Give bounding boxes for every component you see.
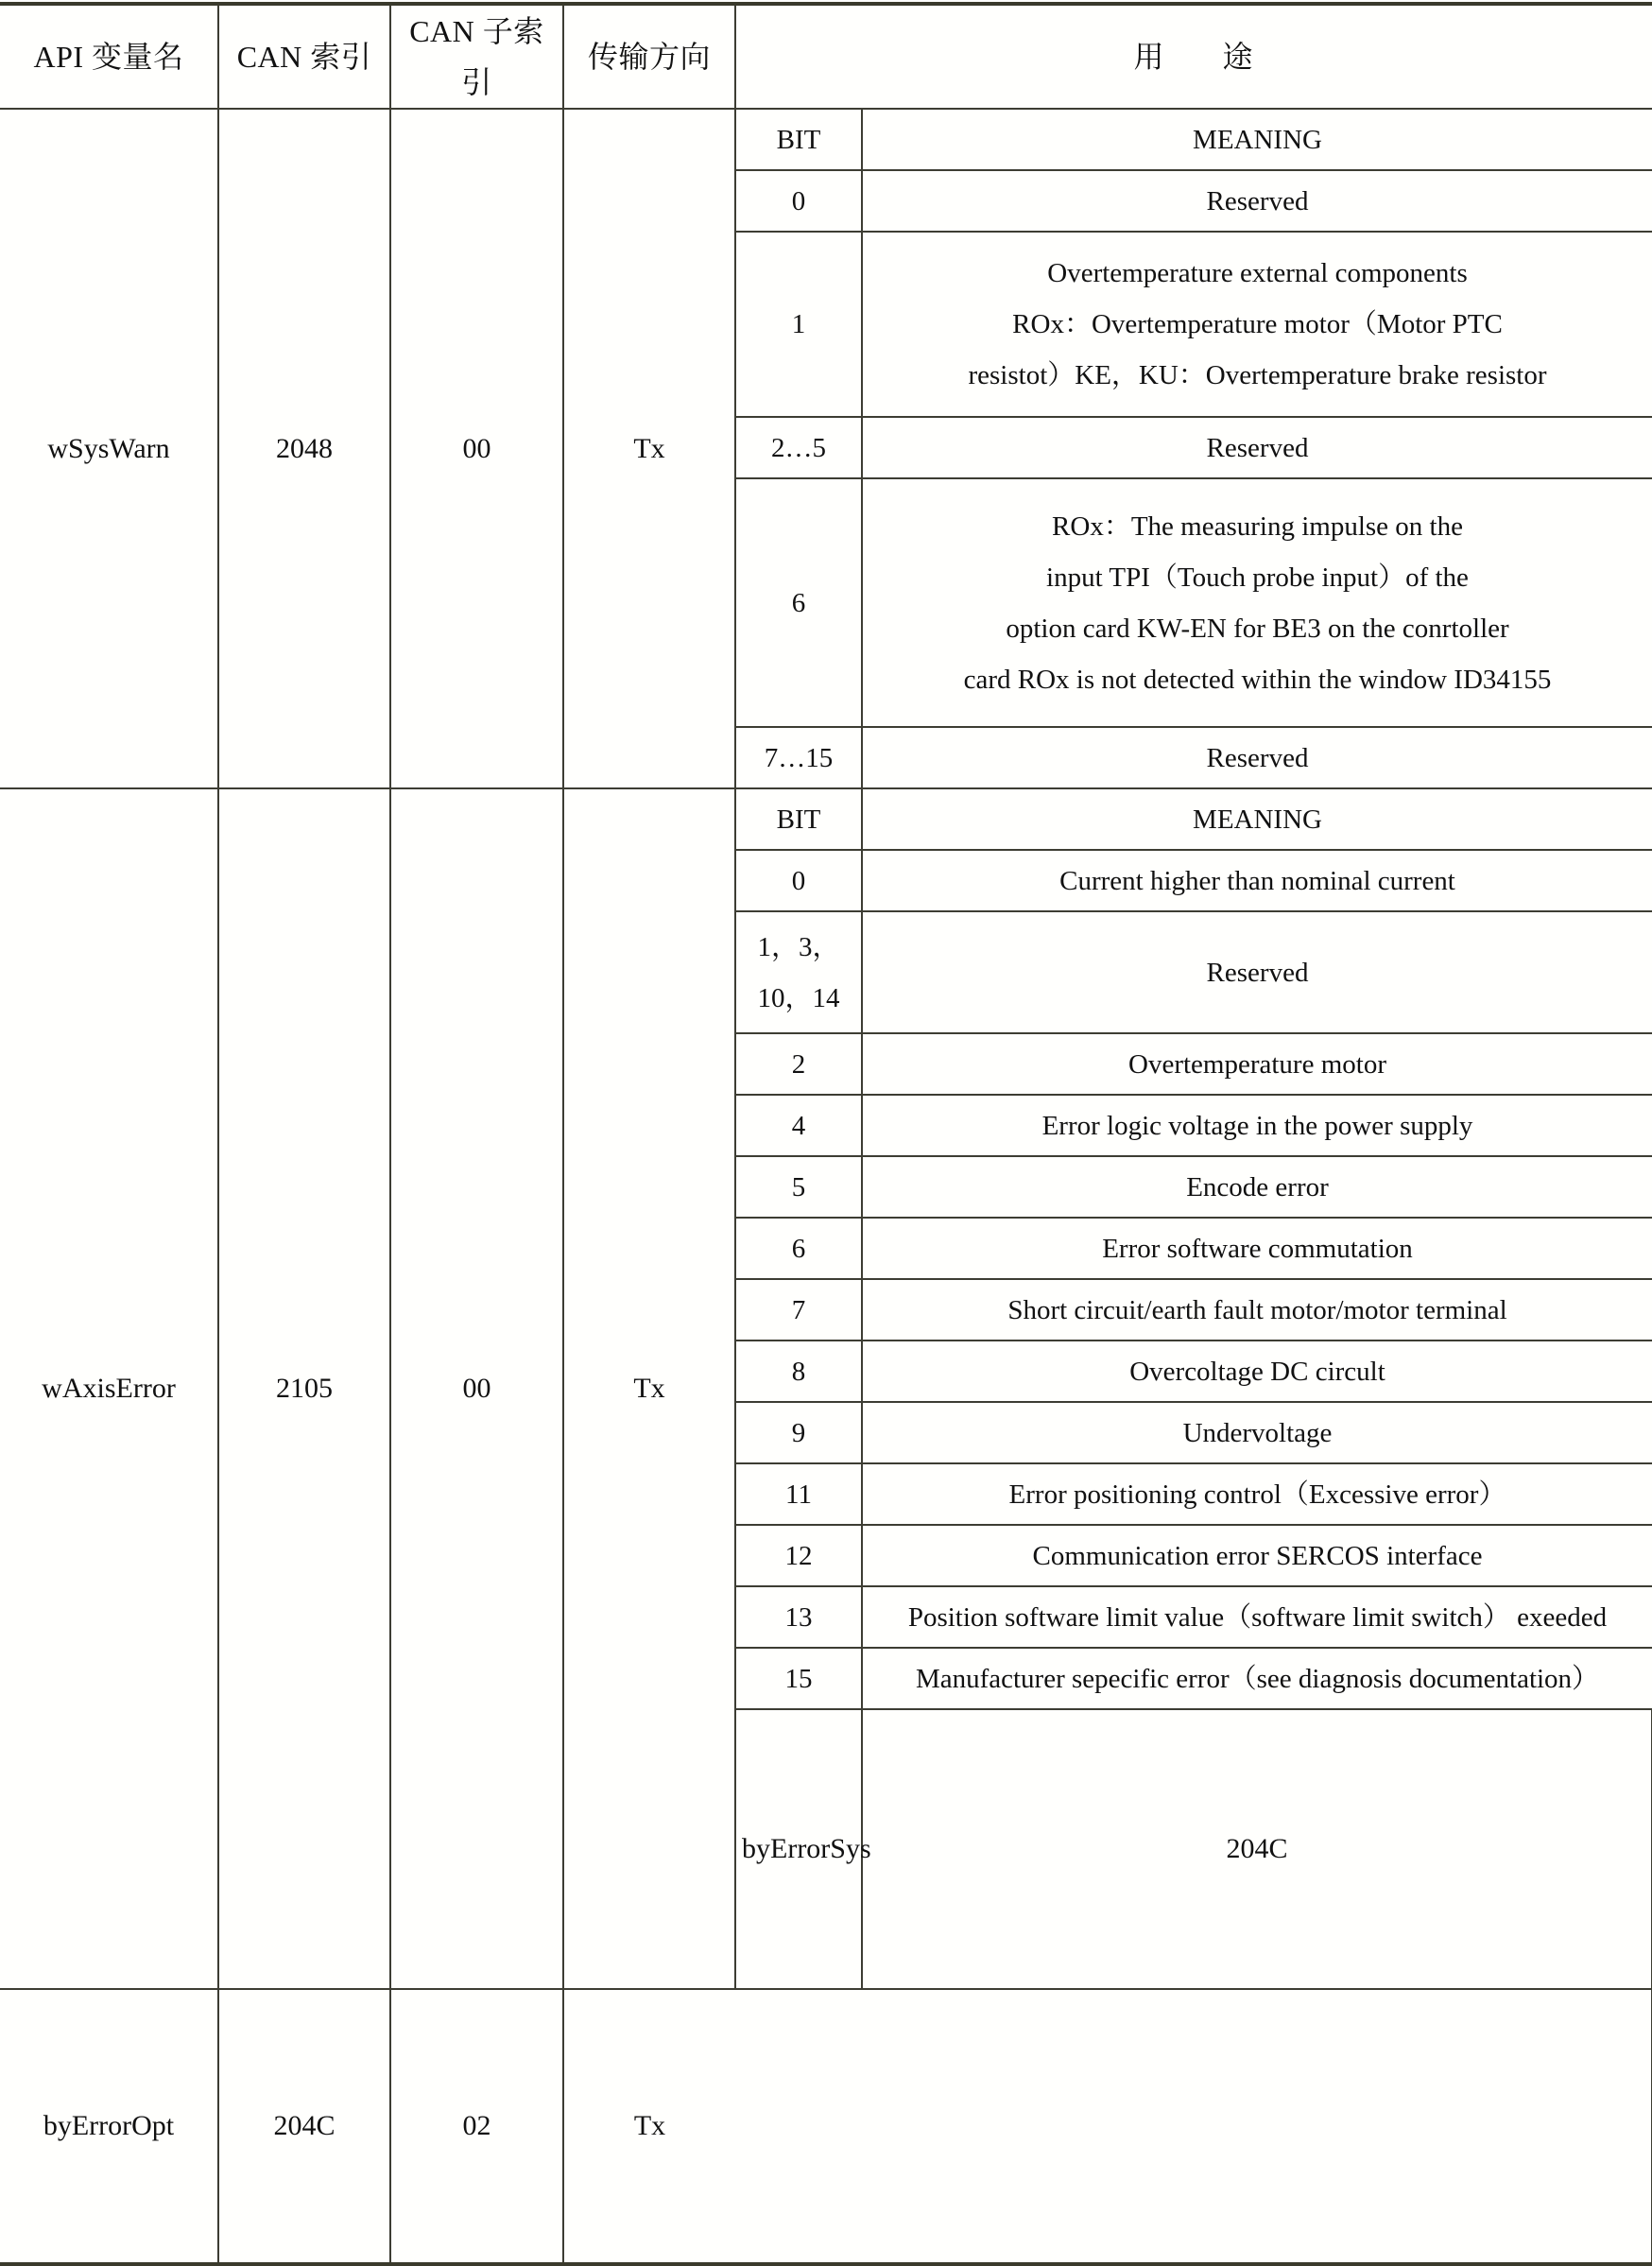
direction-wsyswarn: Tx [563,109,735,788]
can-subindex-waxiserror: 00 [390,788,563,1989]
can-index-wsyswarn: 2048 [218,109,390,788]
meaning-cell [862,478,1652,727]
bit-cell: 4 [735,1095,862,1156]
header-can-index: CAN 索引 [218,4,390,109]
bit-cell: 13 [735,1586,862,1648]
can-subindex-byerroropt: 02 [390,1989,563,2264]
var-name-byerrorsys: byErrorSys [735,1709,862,1989]
bit-cell: 0 [735,850,862,911]
meaning-cell: Short circuit/earth fault motor/motor terminal [862,1279,1652,1341]
meaning-cell: Encode error [862,1156,1652,1218]
bit-cell: 2 [735,1033,862,1095]
meaning-cell [862,170,1652,232]
meaning-cell: Undervoltage [862,1402,1652,1463]
var-name-wsyswarn: wSysWarn [0,109,218,788]
table-row [0,109,1652,170]
header-api-name: API 变量名 [0,4,218,109]
meaning-cell: Manufacturer sepecific error（see diagnosis documentation） [862,1648,1652,1709]
bit-subheader: BIT [735,109,862,170]
bit-cell: 0 [735,170,862,232]
bit-cell: 12 [735,1525,862,1586]
can-subindex-wsyswarn: 00 [390,109,563,788]
meaning-cell: Error positioning control（Excessive error） [862,1463,1652,1525]
bit-cell: 9 [735,1402,862,1463]
meaning-cell: Error software commutation [862,1218,1652,1279]
meaning-cell: Error logic voltage in the power supply [862,1095,1652,1156]
meaning-line: Reserved [1206,742,1309,773]
meaning-line: Overtemperature external components [1047,258,1468,288]
header-purpose [735,4,1652,109]
bit-subheader: BIT [735,788,862,850]
bit-cell: 7 [735,1279,862,1341]
can-index-waxiserror: 2105 [218,788,390,1989]
table-header-row [0,4,1652,109]
meaning-subheader: MEANING [862,788,1652,850]
bit-cell: 7…15 [735,727,862,788]
bit-cell: 5 [735,1156,862,1218]
meaning-line: resistot）KE，KU：Overtemperature brake resistor [968,360,1547,390]
meaning-cell [862,727,1652,788]
meaning-cell: Overtemperature motor [862,1033,1652,1095]
meaning-line: ROx：The measuring impulse on the [1052,510,1463,542]
meaning-line: Reserved [1206,432,1309,463]
meaning-cell [862,417,1652,478]
can-index-byerrorsys: 204C [862,1709,1652,1989]
meaning-cell: Position software limit value（software limit switch） exeeded [862,1586,1652,1648]
meaning-cell [862,232,1652,417]
header-purpose-part2: 途 [1222,40,1255,74]
bit-line: 1，3， [757,931,840,962]
meaning-cell: Overcoltage DC circult [862,1341,1652,1402]
api-variable-table [0,2,1652,2266]
bit-cell: 2…5 [735,417,862,478]
table-row [0,1989,1652,2264]
direction-waxiserror: Tx [563,788,735,1989]
var-name-waxiserror: wAxisError [0,788,218,1989]
bit-cell: 6 [735,478,862,727]
meaning-line: ROx：Overtemperature motor（Motor PTC [1012,309,1503,339]
direction-byerroropt: Tx [563,1989,735,2264]
header-can-subindex: CAN 子索引 [390,4,563,109]
can-index-byerroropt: 204C [218,1989,390,2264]
meaning-cell: Communication error SERCOS interface [862,1525,1652,1586]
bit-cell: 11 [735,1463,862,1525]
header-direction: 传输方向 [563,4,735,109]
var-name-byerroropt: byErrorOpt [0,1989,218,2264]
bit-cell: 6 [735,1218,862,1279]
meaning-cell: Reserved [862,911,1652,1033]
bit-cell [735,911,862,1033]
meaning-line: input TPI（Touch probe input）of the [1046,562,1469,593]
meaning-cell: Current higher than nominal current [862,850,1652,911]
bit-cell: 15 [735,1648,862,1709]
bit-line: 10，14 [757,982,840,1013]
meaning-line: card ROx is not detected within the window ID34155 [963,664,1552,695]
meaning-line: Reserved [1206,185,1309,216]
bit-cell: 8 [735,1341,862,1402]
table-row [0,788,1652,850]
meaning-subheader: MEANING [862,109,1652,170]
meaning-line: option card KW-EN for BE3 on the conrtoller [1006,613,1509,644]
header-purpose-part1: 用 [1133,40,1166,74]
bit-cell: 1 [735,232,862,417]
